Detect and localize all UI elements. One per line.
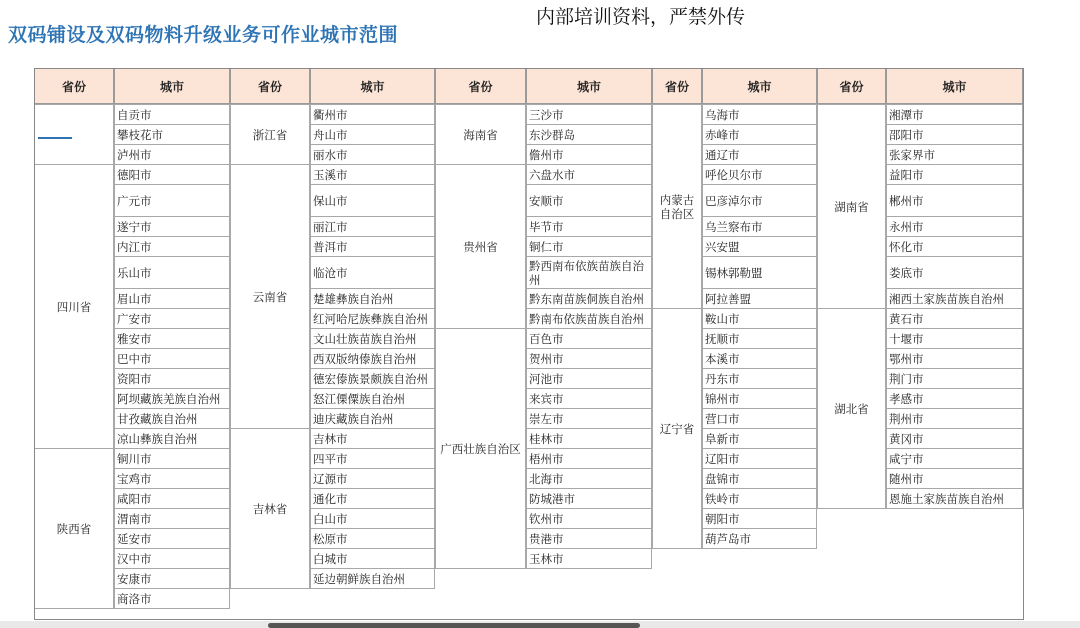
city-cell: 遂宁市 xyxy=(114,216,230,237)
city-cell: 孝感市 xyxy=(886,388,1023,409)
city-cell: 白城市 xyxy=(310,548,435,569)
city-cell: 咸阳市 xyxy=(114,488,230,509)
city-cell: 呼伦贝尔市 xyxy=(702,164,817,185)
city-cell: 巴彦淖尔市 xyxy=(702,184,817,217)
city-cell: 黔南布依族苗族自治州 xyxy=(526,308,652,329)
city-cell: 朝阳市 xyxy=(702,508,817,529)
city-cell: 衢州市 xyxy=(310,104,435,125)
city-cell: 咸宁市 xyxy=(886,448,1023,469)
city-cell: 迪庆藏族自治州 xyxy=(310,408,435,429)
city-cell: 东沙群岛 xyxy=(526,124,652,145)
city-cell: 辽源市 xyxy=(310,468,435,489)
city-cell: 丽水市 xyxy=(310,144,435,165)
city-cell: 来宾市 xyxy=(526,388,652,409)
city-cell: 保山市 xyxy=(310,184,435,217)
city-cell: 延安市 xyxy=(114,528,230,549)
city-cell: 河池市 xyxy=(526,368,652,389)
city-cell: 湘西土家族苗族自治州 xyxy=(886,288,1023,309)
province-cell: 浙江省 xyxy=(230,104,310,165)
city-cell: 崇左市 xyxy=(526,408,652,429)
province-cell: 吉林省 xyxy=(230,428,310,589)
city-cell: 兴安盟 xyxy=(702,236,817,257)
city-cell: 眉山市 xyxy=(114,288,230,309)
city-cell: 营口市 xyxy=(702,408,817,429)
city-cell: 舟山市 xyxy=(310,124,435,145)
city-cell: 黔东南苗族侗族自治州 xyxy=(526,288,652,309)
city-cell: 毕节市 xyxy=(526,216,652,237)
city-cell: 文山壮族苗族自治州 xyxy=(310,328,435,349)
city-cell: 广元市 xyxy=(114,184,230,217)
city-cell: 黄冈市 xyxy=(886,428,1023,449)
city-cell: 汉中市 xyxy=(114,548,230,569)
city-cell: 攀枝花市 xyxy=(114,124,230,145)
city-cell: 丽江市 xyxy=(310,216,435,237)
province-cell: 湖北省 xyxy=(817,308,886,509)
header-province: 省份 xyxy=(817,68,886,104)
city-cell: 随州市 xyxy=(886,468,1023,489)
city-cell: 普洱市 xyxy=(310,236,435,257)
city-cell: 乌兰察布市 xyxy=(702,216,817,237)
header-city: 城市 xyxy=(886,68,1023,104)
province-cell: 陕西省 xyxy=(34,448,114,609)
city-cell: 怒江傈僳族自治州 xyxy=(310,388,435,409)
city-cell: 雅安市 xyxy=(114,328,230,349)
highlight-dash xyxy=(38,137,72,139)
city-cell: 西双版纳傣族自治州 xyxy=(310,348,435,369)
header-city: 城市 xyxy=(310,68,435,104)
province-cell: 广西壮族自治区 xyxy=(435,328,526,569)
city-cell: 丹东市 xyxy=(702,368,817,389)
header-province: 省份 xyxy=(230,68,310,104)
city-cell: 郴州市 xyxy=(886,184,1023,217)
city-cell: 资阳市 xyxy=(114,368,230,389)
city-cell: 临沧市 xyxy=(310,256,435,289)
city-cell: 吉林市 xyxy=(310,428,435,449)
city-cell: 安康市 xyxy=(114,568,230,589)
city-cell: 广安市 xyxy=(114,308,230,329)
province-cell: 辽宁省 xyxy=(652,308,702,549)
city-cell: 商洛市 xyxy=(114,588,230,609)
city-cell: 通化市 xyxy=(310,488,435,509)
city-cell: 玉溪市 xyxy=(310,164,435,185)
city-cell: 铁岭市 xyxy=(702,488,817,509)
city-cell: 阿坝藏族羌族自治州 xyxy=(114,388,230,409)
city-cell: 怀化市 xyxy=(886,236,1023,257)
city-cell: 乌海市 xyxy=(702,104,817,125)
city-cell: 荆门市 xyxy=(886,368,1023,389)
city-cell: 钦州市 xyxy=(526,508,652,529)
header-city: 城市 xyxy=(114,68,230,104)
city-cell: 贵港市 xyxy=(526,528,652,549)
city-cell: 北海市 xyxy=(526,468,652,489)
city-cell: 贺州市 xyxy=(526,348,652,369)
province-cell: 云南省 xyxy=(230,164,310,429)
city-cell: 渭南市 xyxy=(114,508,230,529)
city-cell: 盘锦市 xyxy=(702,468,817,489)
city-cell: 铜仁市 xyxy=(526,236,652,257)
city-cell: 鄂州市 xyxy=(886,348,1023,369)
province-cell: 贵州省 xyxy=(435,164,526,329)
header-province: 省份 xyxy=(435,68,526,104)
city-cell: 白山市 xyxy=(310,508,435,529)
province-cell: 四川省 xyxy=(34,164,114,449)
city-cell: 防城港市 xyxy=(526,488,652,509)
horizontal-scrollbar[interactable] xyxy=(268,623,640,628)
header-city: 城市 xyxy=(526,68,652,104)
city-cell: 永州市 xyxy=(886,216,1023,237)
city-cell: 乐山市 xyxy=(114,256,230,289)
city-cell: 安顺市 xyxy=(526,184,652,217)
city-cell: 鞍山市 xyxy=(702,308,817,329)
city-cell: 六盘水市 xyxy=(526,164,652,185)
page-title: 双码铺设及双码物料升级业务可作业城市范围 xyxy=(8,24,399,46)
city-cell: 凉山彝族自治州 xyxy=(114,428,230,449)
city-cell: 内江市 xyxy=(114,236,230,257)
city-cell: 百色市 xyxy=(526,328,652,349)
city-cell: 玉林市 xyxy=(526,548,652,569)
province-cell: 海南省 xyxy=(435,104,526,165)
city-cell: 赤峰市 xyxy=(702,124,817,145)
city-cell: 宝鸡市 xyxy=(114,468,230,489)
city-cell: 阜新市 xyxy=(702,428,817,449)
city-cell: 锡林郭勒盟 xyxy=(702,256,817,289)
header-province: 省份 xyxy=(652,68,702,104)
city-cell: 邵阳市 xyxy=(886,124,1023,145)
city-cell: 十堰市 xyxy=(886,328,1023,349)
city-cell: 儋州市 xyxy=(526,144,652,165)
city-cell: 荆州市 xyxy=(886,408,1023,429)
city-cell: 本溪市 xyxy=(702,348,817,369)
city-cell: 巴中市 xyxy=(114,348,230,369)
city-cell: 楚雄彝族自治州 xyxy=(310,288,435,309)
city-cell: 张家界市 xyxy=(886,144,1023,165)
province-cell xyxy=(34,104,114,165)
city-cell: 通辽市 xyxy=(702,144,817,165)
province-cell: 内蒙古自治区 xyxy=(652,104,702,309)
city-cell: 恩施土家族苗族自治州 xyxy=(886,488,1023,509)
city-cell: 泸州市 xyxy=(114,144,230,165)
city-cell: 自贡市 xyxy=(114,104,230,125)
city-cell: 黄石市 xyxy=(886,308,1023,329)
city-cell: 桂林市 xyxy=(526,428,652,449)
city-cell: 黔西南布依族苗族自治州 xyxy=(526,256,652,289)
city-cell: 抚顺市 xyxy=(702,328,817,349)
city-cell: 益阳市 xyxy=(886,164,1023,185)
city-cell: 锦州市 xyxy=(702,388,817,409)
city-cell: 铜川市 xyxy=(114,448,230,469)
city-cell: 娄底市 xyxy=(886,256,1023,289)
header-province: 省份 xyxy=(34,68,114,104)
header-city: 城市 xyxy=(702,68,817,104)
city-cell: 湘潭市 xyxy=(886,104,1023,125)
city-cell: 甘孜藏族自治州 xyxy=(114,408,230,429)
city-cell: 阿拉善盟 xyxy=(702,288,817,309)
province-cell: 湖南省 xyxy=(817,104,886,309)
city-cell: 四平市 xyxy=(310,448,435,469)
city-cell: 梧州市 xyxy=(526,448,652,469)
city-cell: 三沙市 xyxy=(526,104,652,125)
confidential-notice: 内部培训资料，严禁外传 xyxy=(536,6,746,28)
city-cell: 德宏傣族景颇族自治州 xyxy=(310,368,435,389)
city-cell: 红河哈尼族彝族自治州 xyxy=(310,308,435,329)
city-cell: 辽阳市 xyxy=(702,448,817,469)
city-cell: 葫芦岛市 xyxy=(702,528,817,549)
city-cell: 延边朝鲜族自治州 xyxy=(310,568,435,589)
city-cell: 德阳市 xyxy=(114,164,230,185)
city-cell: 松原市 xyxy=(310,528,435,549)
